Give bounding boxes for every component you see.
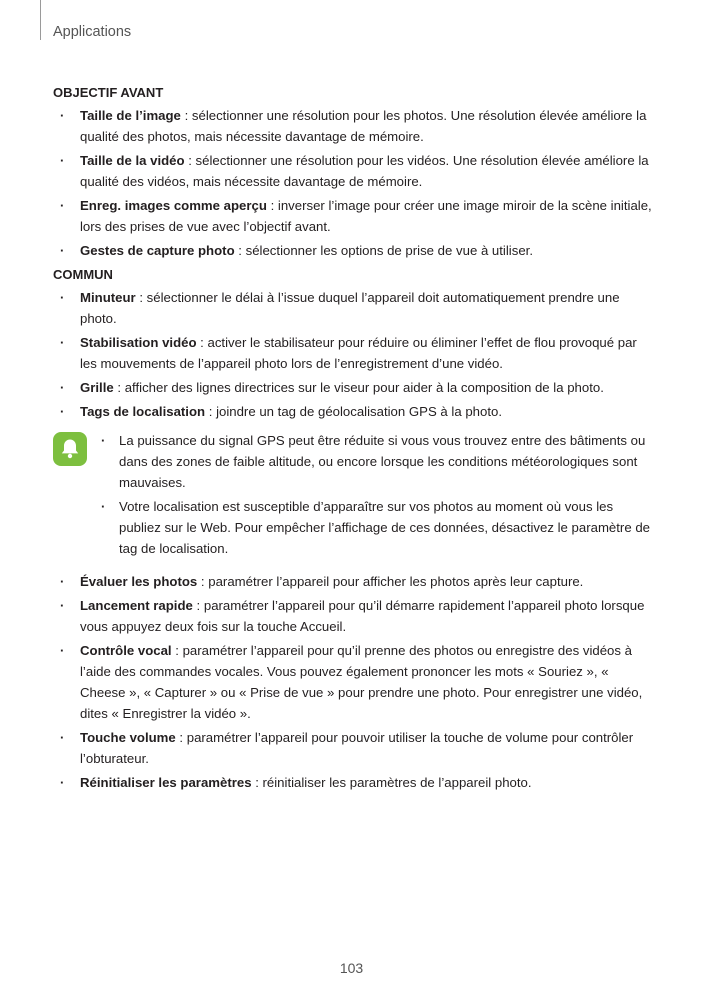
item-term: Taille de l’image [80,108,181,123]
item-term: Touche volume [80,730,176,745]
item-text: : sélectionner une résolution pour les vidéos. Une résolution élevée améliore la qualité des vidéos, mais nécessite davantage de mémoire. [80,153,649,189]
item-term: Enreg. images comme aperçu [80,198,267,213]
common-list-continued [53,571,653,793]
item-term: Contrôle vocal [80,643,172,658]
page-number: 103 [339,960,364,976]
item-text: : inverser l’image pour créer une image miroir de la scène initiale, lors des prises de vue avec l’objectif avant. [80,198,652,234]
item-text: : paramétrer l’appareil pour pouvoir utiliser la touche de volume pour contrôler l’obturateur. [80,730,634,766]
list-item [53,401,653,422]
list-item [53,287,653,329]
list-item [53,727,653,769]
list-item [53,640,653,724]
item-text: : activer le stabilisateur pour réduire ou éliminer l’effet de flou provoqué par les mouvements de l’appareil photo lors de l’enregistrement d’une vidéo. [80,335,637,371]
item-text: : joindre un tag de géolocalisation GPS à la photo. [205,404,502,419]
note-list [53,430,653,559]
common-list [53,287,653,422]
item-term: Tags de localisation [80,404,206,419]
note-box [53,430,653,559]
list-item [53,772,653,793]
item-term: Lancement rapide [80,598,193,613]
item-term: Évaluer les photos [80,574,198,589]
item-term: Gestes de capture photo [80,243,235,258]
list-item [53,332,653,374]
front-list [53,105,653,261]
item-text: : sélectionner les options de prise de vue à utiliser. [234,243,533,258]
item-term: Taille de la vidéo [80,153,185,168]
list-item [53,377,653,398]
list-item [53,105,653,147]
note-item: · La puissance du signal GPS peut être réduite si vous vous trouvez entre des bâtiments ou dans des zones de faible altitude, ou encore lorsque les conditions météorologiques sont mauvaises. [53,430,653,493]
item-term: Grille [80,380,114,395]
list-item [53,195,653,237]
item-text: : paramétrer l’appareil pour qu’il prenne des photos ou enregistre des vidéos à l’aide des commandes vocales. Vous pouvez également prononcer les mots « Souriez », « Cheese », « Capturer » ou « Prise de vue » pour prendre une photo. Pour enregistrer une vidéo, dites « Enregistrer la vidéo ». [80,643,643,721]
page-content [53,82,653,796]
item-text: : sélectionner le délai à l’issue duquel l’appareil doit automatiquement prendre une photo. [80,290,620,326]
section-title-front: OBJECTIF AVANT [53,85,164,100]
note-item: · Votre localisation est susceptible d’apparaître sur vos photos au moment où vous les publiez sur le Web. Pour empêcher l’affichage de ces données, désactivez le paramètre de tag de localisation. [53,496,653,559]
item-text: : réinitialiser les paramètres de l’appareil photo. [251,775,532,790]
list-item [53,595,653,637]
list-item [53,150,653,192]
list-item [53,571,653,592]
item-text: : sélectionner une résolution pour les photos. Une résolution élevée améliore la qualité des photos, mais nécessite davantage de mémoire. [80,108,647,144]
item-term: Réinitialiser les paramètres [80,775,252,790]
section-title-common: COMMUN [53,267,113,282]
item-text: : afficher des lignes directrices sur le viseur pour aider à la composition de la photo. [113,380,604,395]
header-rule [40,0,41,40]
item-text: : paramétrer l’appareil pour afficher les photos après leur capture. [197,574,584,589]
page-header: Applications [53,24,132,40]
item-text: : paramétrer l’appareil pour qu’il démarre rapidement l’appareil photo lorsque vous appuyez deux fois sur la touche Accueil. [80,598,645,634]
list-item [53,240,653,261]
item-term: Stabilisation vidéo [80,335,197,350]
item-term: Minuteur [80,290,136,305]
